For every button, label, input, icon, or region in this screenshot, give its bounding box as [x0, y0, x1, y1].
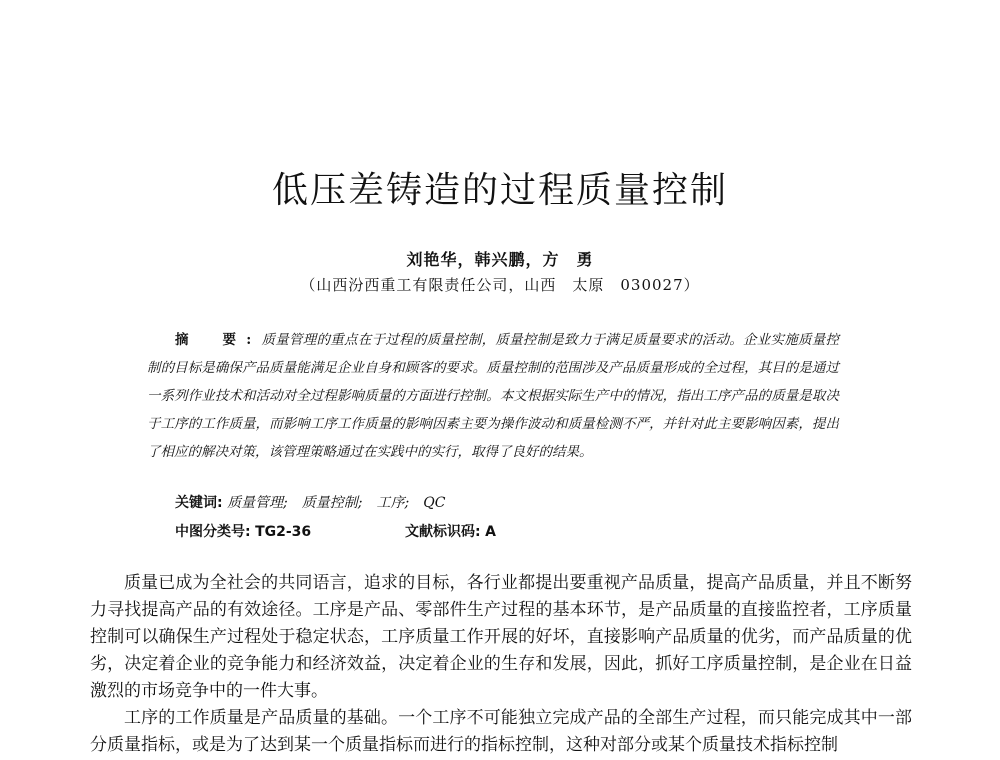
keywords-value: 质量管理; 质量控制; 工序; QC — [227, 495, 446, 511]
keywords-row — [175, 492, 445, 512]
body-text — [90, 570, 912, 759]
clc-value: TG2-36 — [255, 524, 312, 540]
paper-authors: 刘艳华，韩兴鹏，方 勇 — [406, 250, 594, 269]
body-paragraph: 工序的工作质量是产品质量的基础。一个工序不可能独立完成产品的全部生产过程，而只能完成其中一部分质量指标，或是为了达到某一个质量指标而进行的指标控制，这种对部分或某个质量技术指标控制 — [90, 708, 912, 755]
keywords-label: 关键词: — [175, 495, 223, 511]
paper-affiliation: （山西汾西重工有限责任公司，山西 太原 030027） — [300, 276, 700, 294]
doc-code-value: A — [485, 524, 496, 540]
abstract-block — [147, 326, 839, 466]
doc-code-label: 文献标识码: — [405, 524, 481, 540]
doc-code — [405, 521, 496, 541]
body-paragraph: 质量已成为全社会的共同语言，追求的目标，各行业都提出要重视产品质量，提高产品质量，并且不断努力寻找提高产品的有效途径。工序是产品、零部件生产过程的基本环节，是产品质量的直接监控者，工序质量控制可以确保生产过程处于稳定状态，工序质量工作开展的好坏，直接影响产品质量的优劣，而产品质量的优劣，决定着企业的竞争能力和经济效益，决定着企业的生存和发展，因此，抓好工序质量控制，是企业在日益激烈的市场竞争中的一件大事。 — [90, 573, 912, 701]
abstract-text: 质量管理的重点在于过程的质量控制，质量控制是致力于满足质量要求的活动。企业实施质量控制的目标是确保产品质量能满足企业自身和顾客的要求。质量控制的范围涉及产品质量形成的全过程，其目的是通过一系列作业技术和活动对全过程影响质量的方面进行控制。本文根据实际生产中的情况，指出工序产品的质量是取决于工序的工作质量，而影响工序工作质量的影响因素主要为操作波动和质量检测不严，并针对此主要影响因素，提出了相应的解决对策，该管理策略通过在实践中的实行，取得了良好的结果。 — [147, 332, 840, 460]
clc-label: 中图分类号: — [175, 524, 251, 540]
paper-title: 低压差铸造的过程质量控制 — [271, 170, 728, 211]
classification-row — [175, 521, 775, 541]
abstract-label: 摘 要: — [175, 332, 262, 348]
